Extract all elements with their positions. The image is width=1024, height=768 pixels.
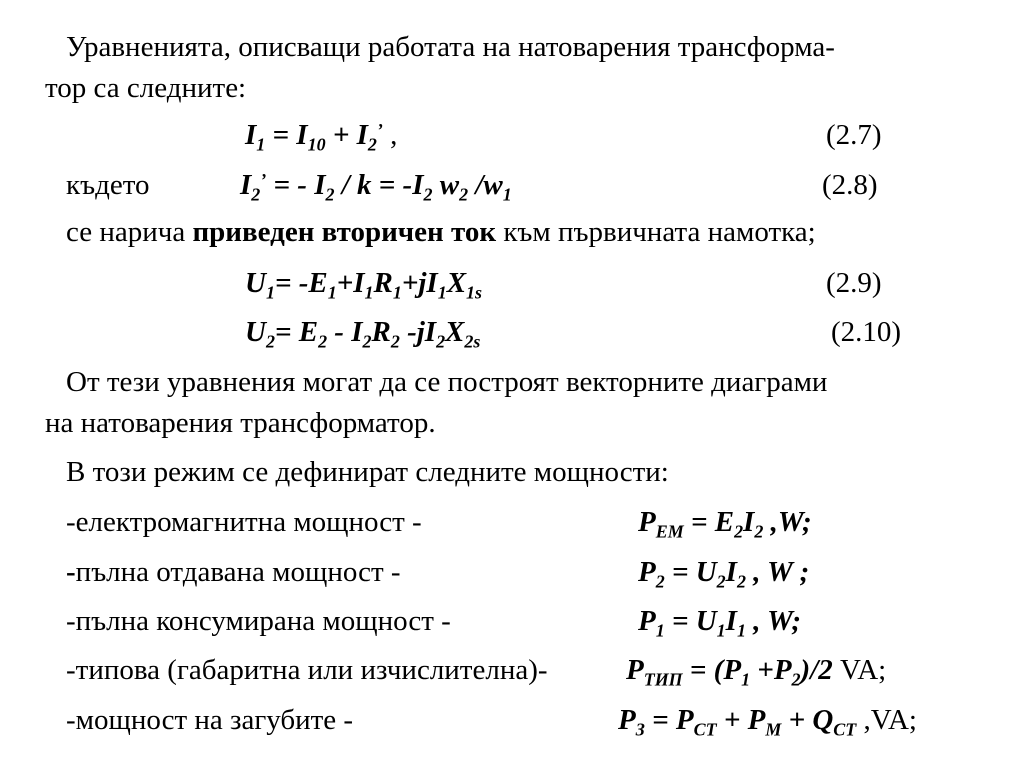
equation-2-10-number: (2.10) [831, 316, 902, 348]
equation-2-7: $I_1 = I_{10} + I_2^’$ , [245, 119, 398, 155]
intro-line-1: Уравненията, описващи работата на натоварения трансформа- [66, 31, 835, 63]
where-label: където [66, 169, 150, 201]
reduced-current-sentence [66, 215, 816, 249]
power-label-electromagnetic: -електромагнитна мощност - [66, 506, 422, 538]
equation-2-8-number: (2.8) [822, 169, 878, 201]
equation-2-10: $U_2= E_2 - I_2R_2$ $-jI_2X_{2s}$ [245, 316, 481, 352]
reduced-secondary-current-term: приведен вторичен ток [192, 216, 497, 248]
vector-diagrams-line-1: От тези уравнения могат да се построят векторните диаграми [66, 366, 828, 398]
formula-output-power: $P_2 = U_2I_2$ , W ; [638, 556, 810, 592]
formula-consumed-power: $P_1 = U_1I_1$ , W; [638, 605, 802, 641]
unit-w: W; [767, 605, 802, 637]
unit-w: W ; [767, 556, 810, 588]
power-label-consumed: -пълна консумирана мощност - [66, 605, 451, 637]
power-label-losses: -мощност на загубите - [66, 704, 354, 736]
equation-2-9-number: (2.9) [826, 267, 882, 299]
formula-electromagnetic-power: $P_{EM} = E_2I_2$ ,W; [638, 506, 812, 542]
label-dash: - [66, 556, 76, 588]
intro-line-2: тор са следните: [45, 72, 247, 104]
unit-va: ,VA; [856, 704, 917, 736]
label-text: пълна отдавана мощност - [75, 556, 401, 588]
unit-w: W; [777, 506, 812, 538]
equation-2-9: $U_1= -E_1+I_1R_1+jI_1X_{1s}$ [245, 267, 483, 303]
formula-typical-power: $P_{ТИП} = (P_1 +P_2)/2$ VA; [626, 654, 887, 690]
unit-va: VA; [840, 654, 887, 686]
equation-2-8: $I_2^’$ = - $I_2 / k = -I_2$ $w_2$ $/w_1$ [240, 169, 512, 205]
powers-intro: В този режим се дефинират следните мощности: [66, 456, 669, 488]
sentence-after: към първичната намотка; [496, 216, 816, 248]
sentence-before: се нарича [66, 216, 193, 248]
formula-loss-power: $P_З = P_{СТ} + P_М + Q_{СТ}$ ,VA; [618, 704, 917, 740]
power-label-output [66, 555, 401, 589]
power-label-typical: -типова (габаритна или изчислителна)- [66, 654, 548, 686]
vector-diagrams-line-2: на натоварения трансформатор. [45, 407, 436, 439]
equation-2-7-number: (2.7) [826, 119, 882, 151]
